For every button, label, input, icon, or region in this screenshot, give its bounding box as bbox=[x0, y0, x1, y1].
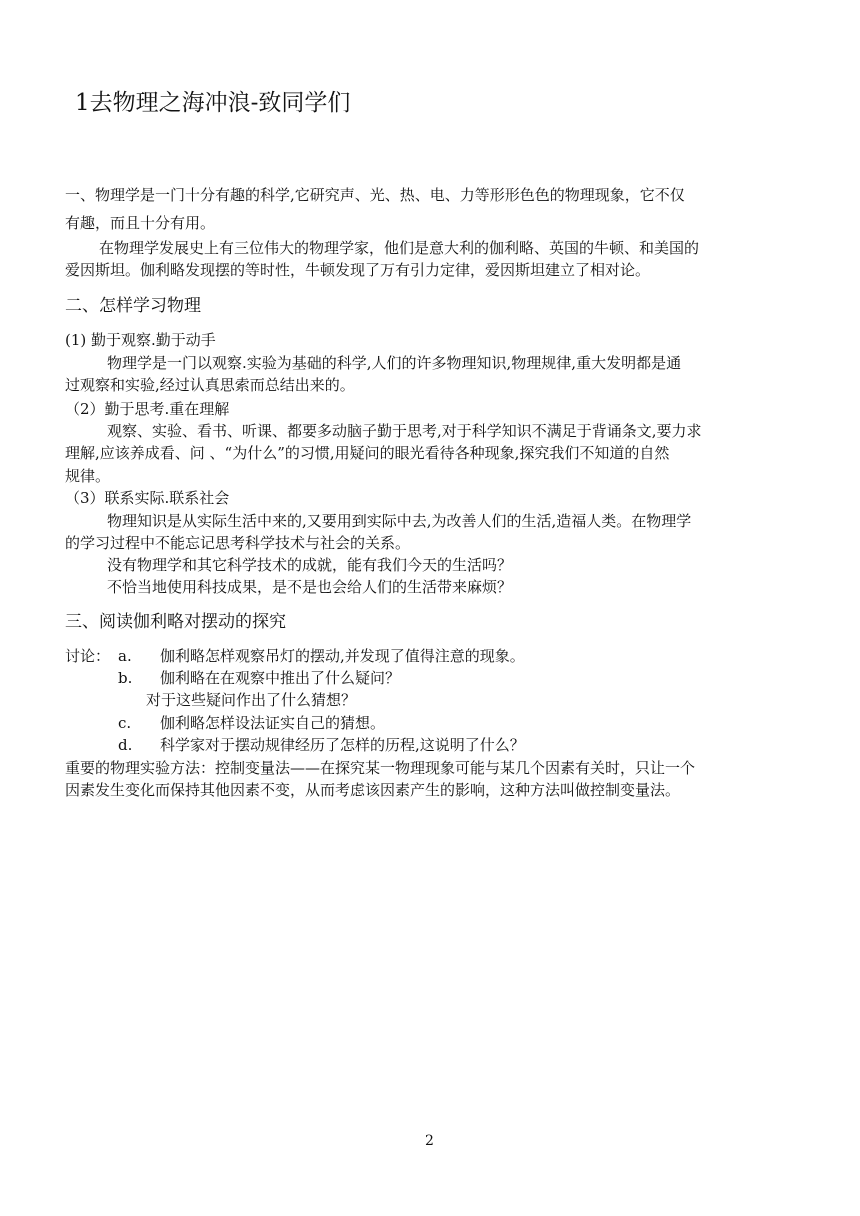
page-number: 2 bbox=[425, 1133, 434, 1149]
item1-heading: (1) 勤于观察.勤于动手 bbox=[65, 331, 216, 349]
section1-line1: 一、物理学是一门十分有趣的科学,它研究声、光、热、电、力等形形色色的物理现象，它不仅 bbox=[65, 186, 685, 204]
item2-line3: 规律。 bbox=[65, 467, 111, 485]
item1-line2: 过观察和实验,经过认真思索而总结出来的。 bbox=[65, 376, 355, 394]
discussion-a-label: a. bbox=[118, 647, 132, 665]
discussion-c-text: 伽利略怎样设法证实自己的猜想。 bbox=[160, 714, 386, 732]
item3-line2: 的学习过程中不能忘记思考科学技术与社会的关系。 bbox=[65, 534, 411, 552]
section2-heading: 二、怎样学习物理 bbox=[65, 296, 201, 316]
discussion-label: 讨论： bbox=[65, 647, 111, 665]
discussion-b-text2: 对于这些疑问作出了什么猜想？ bbox=[146, 691, 357, 709]
section1-paragraph-line1: 在物理学发展史上有三位伟大的物理学家，他们是意大利的伽利略、英国的牛顿、和美国的 bbox=[99, 239, 700, 257]
section3-heading: 三、阅读伽利略对摆动的探究 bbox=[65, 612, 286, 632]
item2-heading: （2）勤于思考.重在理解 bbox=[65, 400, 230, 418]
discussion-b-text: 伽利略在在观察中推出了什么疑问？ bbox=[160, 669, 401, 687]
method-line1: 重要的物理实验方法：控制变量法——在探究某一物理现象可能与某几个因素有关时，只让一个 bbox=[65, 759, 696, 777]
discussion-c-label: c. bbox=[118, 714, 132, 732]
discussion-a-text: 伽利略怎样观察吊灯的摆动,并发现了值得注意的现象。 bbox=[160, 647, 525, 665]
item3-heading: （3）联系实际.联系社会 bbox=[65, 489, 230, 507]
question2: 不恰当地使用科技成果，是不是也会给人们的生活带来麻烦？ bbox=[107, 578, 513, 596]
method-line2: 因素发生变化而保持其他因素不变，从而考虑该因素产生的影响，这种方法叫做控制变量法。 bbox=[65, 781, 681, 799]
section1-paragraph-line2: 爱因斯坦。伽利略发现摆的等时性，牛顿发现了万有引力定律，爱因斯坦建立了相对论。 bbox=[65, 261, 651, 279]
page-title: 1去物理之海冲浪-致同学们 bbox=[75, 90, 351, 116]
discussion-d-label: d. bbox=[118, 736, 133, 754]
discussion-b-label: b. bbox=[118, 669, 133, 687]
item1-line1: 物理学是一门以观察.实验为基础的科学,人们的许多物理知识,物理规律,重大发明都是通 bbox=[107, 354, 682, 372]
item2-line1: 观察、实验、看书、听课、都要多动脑子勤于思考,对于科学知识不满足于背诵条文,要力求 bbox=[107, 422, 702, 440]
section1-line2: 有趣，而且十分有用。 bbox=[65, 214, 216, 232]
question1: 没有物理学和其它科学技术的成就，能有我们今天的生活吗？ bbox=[107, 556, 513, 574]
item2-line2: 理解,应该养成看、问 、“为什么”的习惯,用疑问的眼光看待各种现象,探究我们不知道的自然 bbox=[65, 444, 670, 462]
discussion-d-text: 科学家对于摆动规律经历了怎样的历程,这说明了什么？ bbox=[160, 736, 525, 754]
item3-line1: 物理知识是从实际生活中来的,又要用到实际中去,为改善人们的生活,造福人类。在物理学 bbox=[107, 512, 692, 530]
